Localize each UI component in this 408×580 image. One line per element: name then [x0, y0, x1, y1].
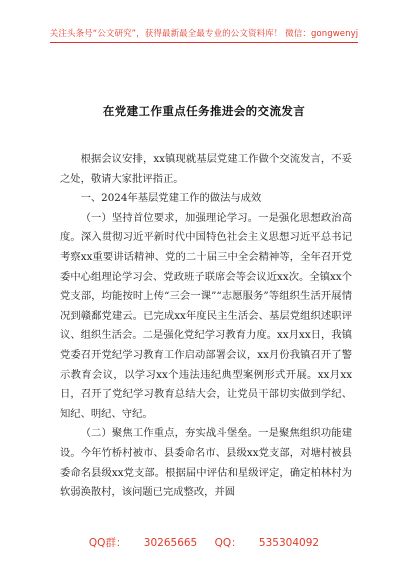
section-heading: 一、2024年基层党建工作的做法与成效	[80, 192, 262, 205]
header-divider	[50, 42, 358, 43]
document-title: 在党建工作重点任务推进会的交流发言	[102, 104, 306, 118]
paragraph-theory-study: （一）坚持首位要求，加强理论学习。一是强化思想政治高度。深入贯彻习近平新时代中国特色社会主义思想习近平总书记考察xx重要讲话精神、党的二十届三中全会精神等，全年召开党委中心组理论学习会、党政班子联席会等会议近xx次。全镇xx个党支部，均能按时上传“三会一课”“志愿服务”等组织生活开展情况到赣鄱党建云。已完成xx年度民主生活会、基层党组织述职评议、组织生活会。二是强化党纪学习教育力度。xx月xx日，我镇党委召开党纪学习教育工作启动部署会议，xx月份我镇召开了警示教育会议，以学习xx个违法违纪典型案例形式开展。xx月xx日，召开了党纪学习教育总结大会，让党员干部切实做到学纪、知纪、明纪、守纪。	[60, 211, 352, 420]
document-body	[60, 150, 352, 503]
header-banner: 关注头条号“公文研究”，获得最新最全最专业的公文资料库！ 微信：gongwenyj	[49, 29, 359, 39]
paragraph-intro: 根据会议安排，xx镇现就基层党建工作做个交流发言，不妥之处，敬请大家批评指正。	[60, 153, 352, 185]
paragraph-work-focus: （二）聚焦工作重点，夯实战斗堡垒。一是聚焦组织功能建设。今年竹桥村被市、县委命名市、县级xx党支部，对塘村被县委命名县级xx党支部。根据届中评估和星级评定，确定柏林村为软弱涣散村，该问题已完成整改，并圆	[60, 427, 352, 499]
footer-contact: QQ群： 30265665 QQ： 535304092	[88, 537, 320, 549]
